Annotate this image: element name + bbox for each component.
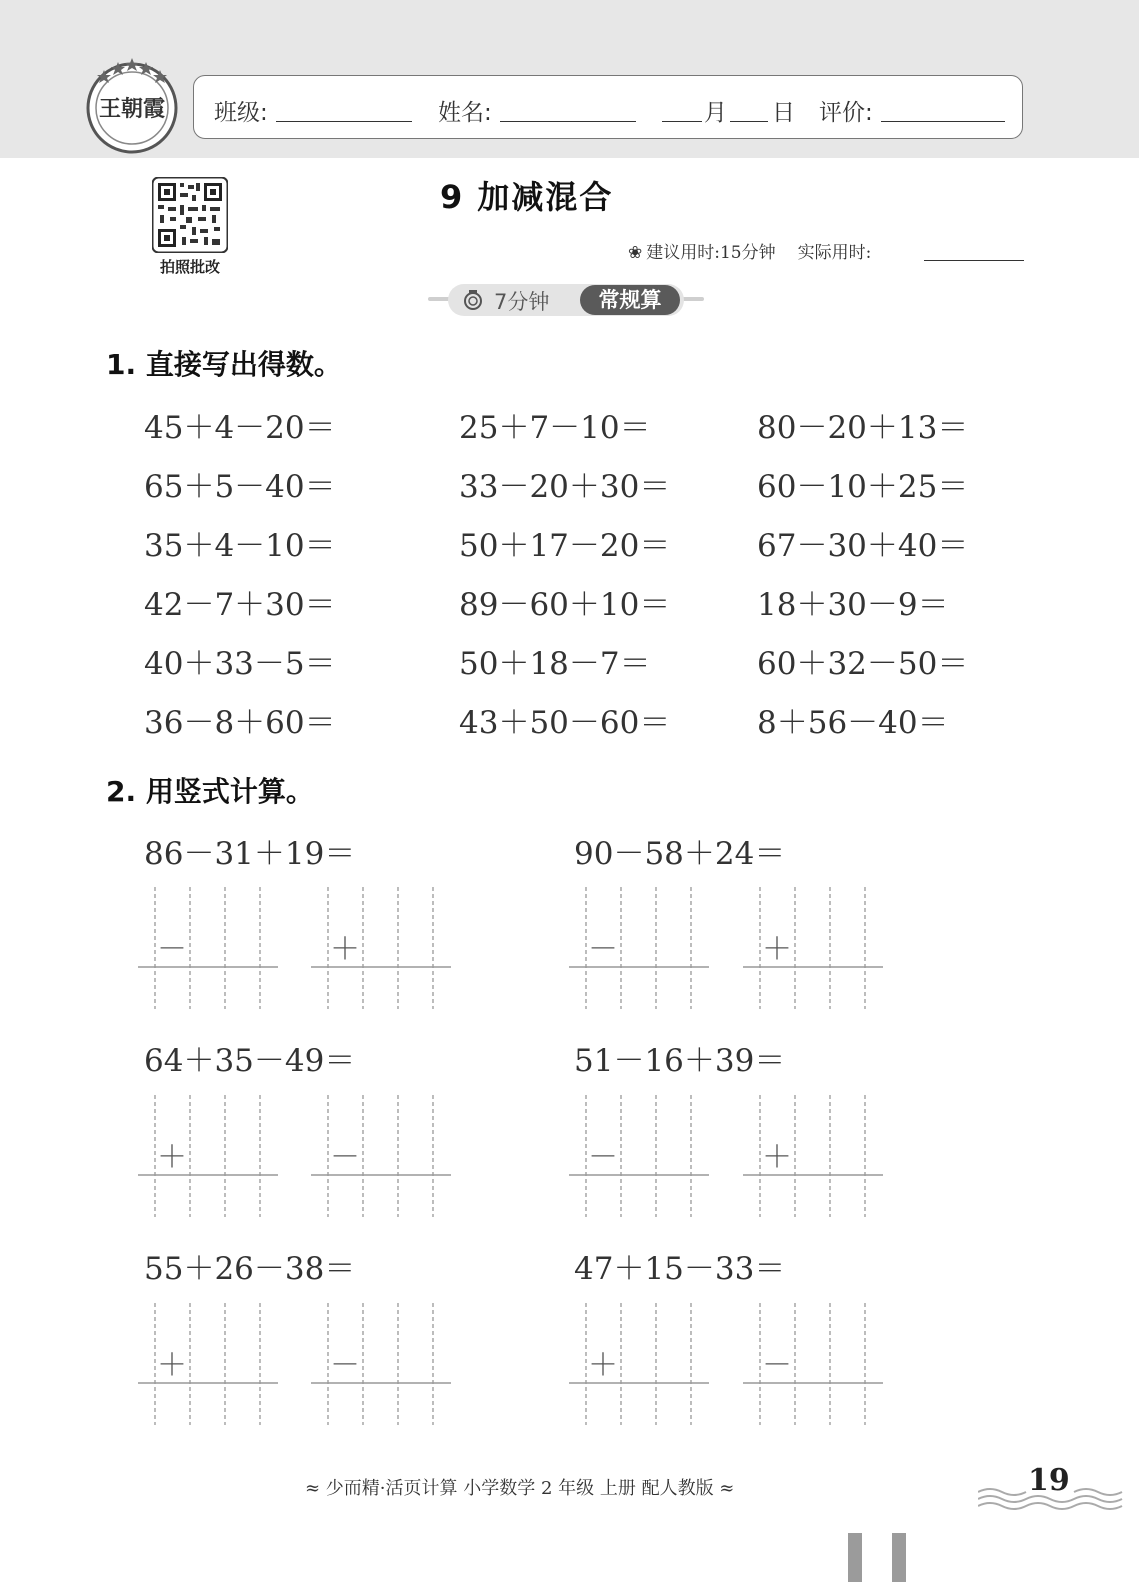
vertical-calc-grid[interactable] bbox=[311, 1095, 451, 1217]
student-info-box bbox=[193, 75, 1023, 139]
vertical-calc-grid[interactable] bbox=[743, 1303, 883, 1425]
day-field[interactable] bbox=[730, 121, 768, 122]
name-field[interactable] bbox=[500, 121, 636, 122]
mental-math-item: 18＋30－9＝ bbox=[757, 587, 949, 623]
time-info bbox=[628, 238, 871, 263]
mental-math-item: 35＋4－10＝ bbox=[144, 528, 336, 564]
operator-sign: － bbox=[330, 1348, 360, 1383]
class-field[interactable] bbox=[276, 121, 412, 122]
vertical-calc-grid[interactable] bbox=[311, 1303, 451, 1425]
vertical-problem-expression: 47＋15－33＝ bbox=[574, 1251, 786, 1287]
vertical-problem-expression: 51－16＋39＝ bbox=[574, 1043, 786, 1079]
month-label: 月 bbox=[704, 100, 727, 126]
mental-math-item: 60＋32－50＝ bbox=[757, 646, 969, 682]
day-label: 日 bbox=[772, 100, 795, 126]
mental-math-item: 40＋33－5＝ bbox=[144, 646, 336, 682]
mental-math-item: 33－20＋30＝ bbox=[459, 469, 671, 505]
section2-title: 2. 用竖式计算。 bbox=[106, 775, 314, 808]
vertical-problem-expression: 86－31＋19＝ bbox=[144, 836, 356, 872]
mental-math-item: 45＋4－20＝ bbox=[144, 410, 336, 446]
vertical-calc-grid[interactable] bbox=[569, 1303, 709, 1425]
class-label: 班级: bbox=[214, 100, 268, 126]
mental-math-item: 42－7＋30＝ bbox=[144, 587, 336, 623]
operator-sign: － bbox=[330, 1140, 360, 1175]
operator-sign: － bbox=[157, 932, 187, 967]
operator-sign: ＋ bbox=[157, 1140, 187, 1175]
mode-badge: 常规算 bbox=[580, 285, 680, 315]
mental-math-item: 43＋50－60＝ bbox=[459, 705, 671, 741]
operator-sign: ＋ bbox=[762, 1140, 792, 1175]
mental-math-item: 50＋17－20＝ bbox=[459, 528, 671, 564]
operator-sign: ＋ bbox=[157, 1348, 187, 1383]
vertical-calc-grid[interactable] bbox=[138, 1303, 278, 1425]
operator-sign: ＋ bbox=[330, 932, 360, 967]
qr-caption: 拍照批改 bbox=[159, 258, 220, 276]
vertical-calc-grid[interactable] bbox=[569, 1095, 709, 1217]
vertical-calc-grid[interactable] bbox=[138, 1095, 278, 1217]
mental-math-item: 65＋5－40＝ bbox=[144, 469, 336, 505]
page-number: 19 bbox=[1028, 1463, 1070, 1498]
stopwatch-icon bbox=[462, 289, 484, 311]
margin-bar bbox=[848, 1533, 862, 1582]
actual-time-field[interactable] bbox=[924, 260, 1024, 261]
actual-time-label: 实际用时: bbox=[797, 243, 872, 263]
mental-math-item: 25＋7－10＝ bbox=[459, 410, 651, 446]
vertical-problem-expression: 64＋35－49＝ bbox=[144, 1043, 356, 1079]
operator-sign: － bbox=[762, 1348, 792, 1383]
margin-bar bbox=[892, 1533, 906, 1582]
mental-math-item: 50＋18－7＝ bbox=[459, 646, 651, 682]
vertical-calc-grid[interactable] bbox=[743, 1095, 883, 1217]
operator-sign: ＋ bbox=[762, 932, 792, 967]
month-field[interactable] bbox=[662, 121, 702, 122]
mental-math-item: 8＋56－40＝ bbox=[757, 705, 949, 741]
mental-math-item: 36－8＋60＝ bbox=[144, 705, 336, 741]
publisher-logo bbox=[84, 58, 180, 154]
evaluation-field[interactable] bbox=[881, 121, 1005, 122]
mental-math-item: 60－10＋25＝ bbox=[757, 469, 969, 505]
vertical-calc-grid[interactable] bbox=[569, 887, 709, 1009]
evaluation-label: 评价: bbox=[819, 100, 873, 126]
mental-math-item: 80－20＋13＝ bbox=[757, 410, 969, 446]
operator-sign: ＋ bbox=[588, 1348, 618, 1383]
operator-sign: － bbox=[588, 1140, 618, 1175]
section1-title: 1. 直接写出得数。 bbox=[106, 348, 342, 381]
suggested-time: 建议用时:15分钟 bbox=[646, 243, 776, 263]
operator-sign: － bbox=[588, 932, 618, 967]
qr-code-icon[interactable] bbox=[152, 177, 228, 253]
vertical-problem-expression: 55＋26－38＝ bbox=[144, 1251, 356, 1287]
mental-math-item: 89－60＋10＝ bbox=[459, 587, 671, 623]
page-title: 9 加减混合 bbox=[440, 178, 614, 216]
logo-text: 王朝霞 bbox=[98, 96, 166, 122]
footer-text: ≈ 少而精·活页计算 小学数学 2 年级 上册 配人教版 ≈ bbox=[305, 1478, 735, 1499]
flower-icon: ❀ bbox=[628, 243, 643, 263]
mental-math-item: 67－30＋40＝ bbox=[757, 528, 969, 564]
vertical-calc-grid[interactable] bbox=[743, 887, 883, 1009]
vertical-calc-grid[interactable] bbox=[138, 887, 278, 1009]
name-label: 姓名: bbox=[438, 100, 492, 126]
vertical-calc-grid[interactable] bbox=[311, 887, 451, 1009]
vertical-problem-expression: 90－58＋24＝ bbox=[574, 836, 786, 872]
timer-text: 7分钟 bbox=[494, 290, 550, 314]
